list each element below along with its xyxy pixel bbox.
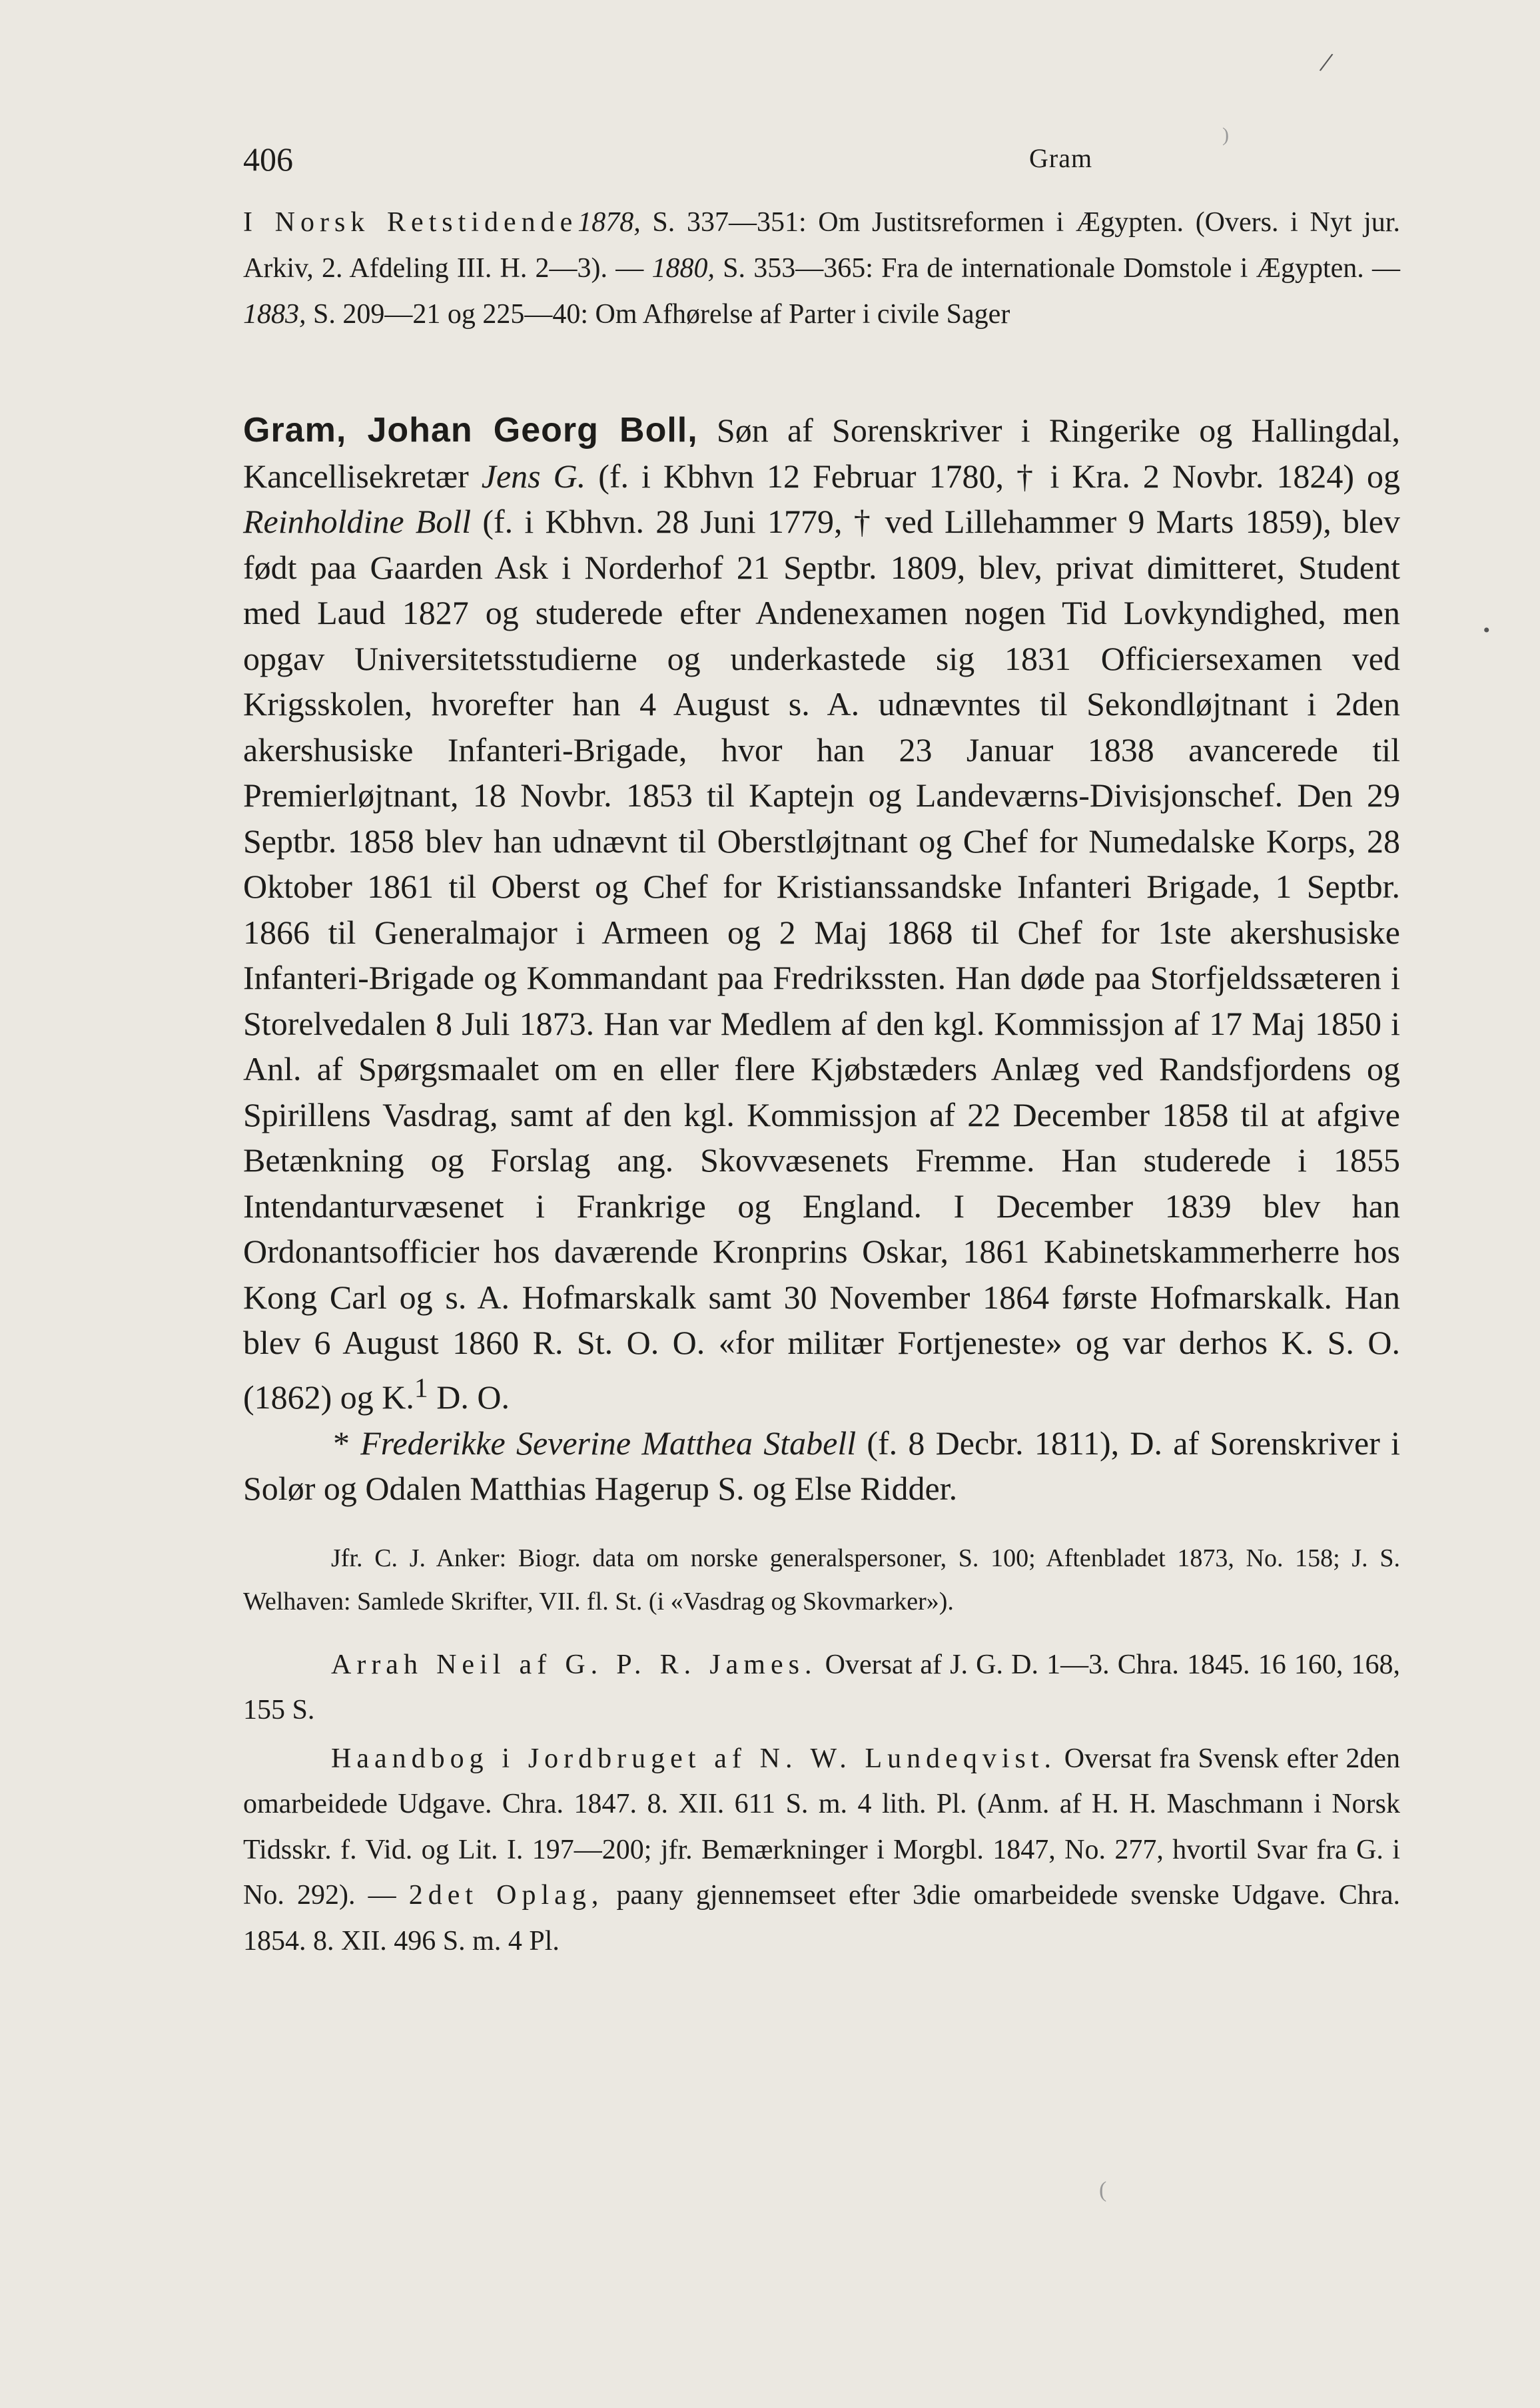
bibliography-item-2 [243, 1736, 1400, 1964]
entry-body [243, 412, 1400, 1416]
italic-run: 1883, [243, 299, 306, 330]
italic-run: 1878, [578, 207, 641, 238]
bibliography-item-1 [243, 1642, 1400, 1733]
scan-mark-bottom: ( [1099, 2178, 1107, 2202]
superscript: 1 [414, 1372, 428, 1404]
text-run: D. O. [428, 1378, 510, 1416]
bib-detail: Oversat af J. G. D. 1—3. Chra. 1845. 16 160, 168, 155 S. [243, 1649, 1400, 1726]
text-run: Søn af Sorenskriver i Ringerike og Hallingdal, Kancellisekretær [243, 412, 1400, 495]
italic-run: Reinholdine Boll [243, 503, 472, 540]
entry-name: Gram, Johan Georg Boll, [243, 411, 698, 450]
text-run: * [333, 1424, 361, 1462]
text-run: S. 209—21 og 225—40: Om Afhørelse af Parter i civile Sager [306, 299, 1010, 330]
text-run: (f. i Kbhvn. 28 Juni 1779, † ved Lillehammer 9 Marts 1859), blev født paa Gaarden Ask i Norderhof 21 Septbr. 1809, blev, privat dimitteret, Student med Laud 1827 og studerede efter Andenexamen nogen Tid Lovkyndighed, men opgav Universitetsstudierne og underkastede sig 1831 Officiersexamen ved Krigsskolen, hvorefter han 4 August s. A. udnævntes til Sekondløjtnant i 2den akershusiske Infanteri-Brigade, hvor han 23 Januar 1838 avancerede til Premierløjtnant, 18 Novbr. 1853 til Kaptejn og Landeværns-Divisjonschef. Den 29 Septbr. 1858 blev han udnævnt til Oberstløjtnant og Chef for Numedalske Korps, 28 Oktober 1861 til Oberst og Chef for Kristianssandske Infanteri Brigade, 1 Septbr. 1866 til Generalmajor i Armeen og 2 Maj 1868 til Chef for 1ste akershusiske Infanteri-Brigade og Kommandant paa Fredrikssten. Han døde paa Storfjeldssæteren i Storelvedalen 8 Juli 1873. Han var Medlem af den kgl. Kommissjon af 17 Maj 1850 i Anl. af Spørgsmaalet om en eller flere Kjøbstæders Anlæg ved Randsfjordens og Spirillens Vasdrag, samt af den kgl. Kommissjon af 22 December 1858 til at afgive Betænkning og Forslag ang. Skovvæsenets Fremme. Han studerede i 1855 Intendanturvæsenet i Frankrige og England. I December 1839 blev han Ordonantsofficier hos daværende Kronprins Oskar, 1861 Kabinetskammerherre hos Kong Carl og s. A. Hofmarskalk samt 30 November 1864 første Hofmarskalk. Han blev 6 August 1860 R. St. O. O. «for militær Fortjeneste» og var derhos K. S. O. (1862) og K. [243, 503, 1400, 1416]
text-run: S. 337—351: Om Justitsreformen i Ægypten. (Overs. i Nyt jur. Arkiv, 2. Afdeling III. H. 2—3). — [243, 207, 1400, 284]
biography-entry [243, 408, 1400, 1420]
running-title: Gram [1029, 143, 1093, 173]
bib-title: Arrah Neil af G. P. R. James. [331, 1649, 817, 1680]
spouse-paragraph [243, 1420, 1400, 1512]
bib-edition: 2det Oplag, [408, 1880, 604, 1911]
bib-title: Haandbog i Jordbruget af N. W. Lundeqvist. [331, 1743, 1056, 1774]
margin-dot: • [1483, 619, 1490, 641]
previous-entry-tail [243, 200, 1400, 338]
pencil-mark: / [1317, 45, 1336, 79]
references: Jfr. C. J. Anker: Biogr. data om norske generalspersoner, S. 100; Aftenbladet 1873, No. 158; J. S. Welhaven: Samlede Skrifter, VII. fl. St. (i «Vasdrag og Skovmarker»). [243, 1544, 1400, 1616]
italic-run: Jens G. [481, 457, 586, 495]
bib-detail: Oversat fra Svensk efter 2den omarbeidede Udgave. Chra. 1847. 8. XII. 611 S. m. 4 lith. Pl. (Anm. af H. H. Maschmann i Norsk Tidsskr. f. Vid. og Lit. I. 197—200; jfr. Bemærkninger i Morgbl. 1847, No. 277, hvortil Svar fra G. i No. 292). — [243, 1743, 1400, 1911]
italic-run: 1880, [651, 253, 715, 284]
text-run: (f. 8 Decbr. 1811), D. af Sorenskriver i Solør og Odalen Matthias Hagerup S. og Else Ridder. [243, 1424, 1400, 1508]
page-number: 406 [243, 141, 293, 178]
text-run: S. 353—365: Fra de internationale Domstole i Ægypten. — [714, 253, 1400, 284]
journal-title: I Norsk Retstidende [243, 207, 578, 238]
text-run: (f. i Kbhvn 12 Februar 1780, † i Kra. 2 Novbr. 1824) og [585, 457, 1400, 495]
italic-run: Frederikke Severine Matthea Stabell [360, 1424, 857, 1462]
bib-detail-tail: paany gjennemseet efter 3die omarbeidede svenske Udgave. Chra. 1854. 8. XII. 496 S. m. 4 Pl. [243, 1880, 1400, 1956]
scan-mark: ) [1222, 124, 1229, 146]
